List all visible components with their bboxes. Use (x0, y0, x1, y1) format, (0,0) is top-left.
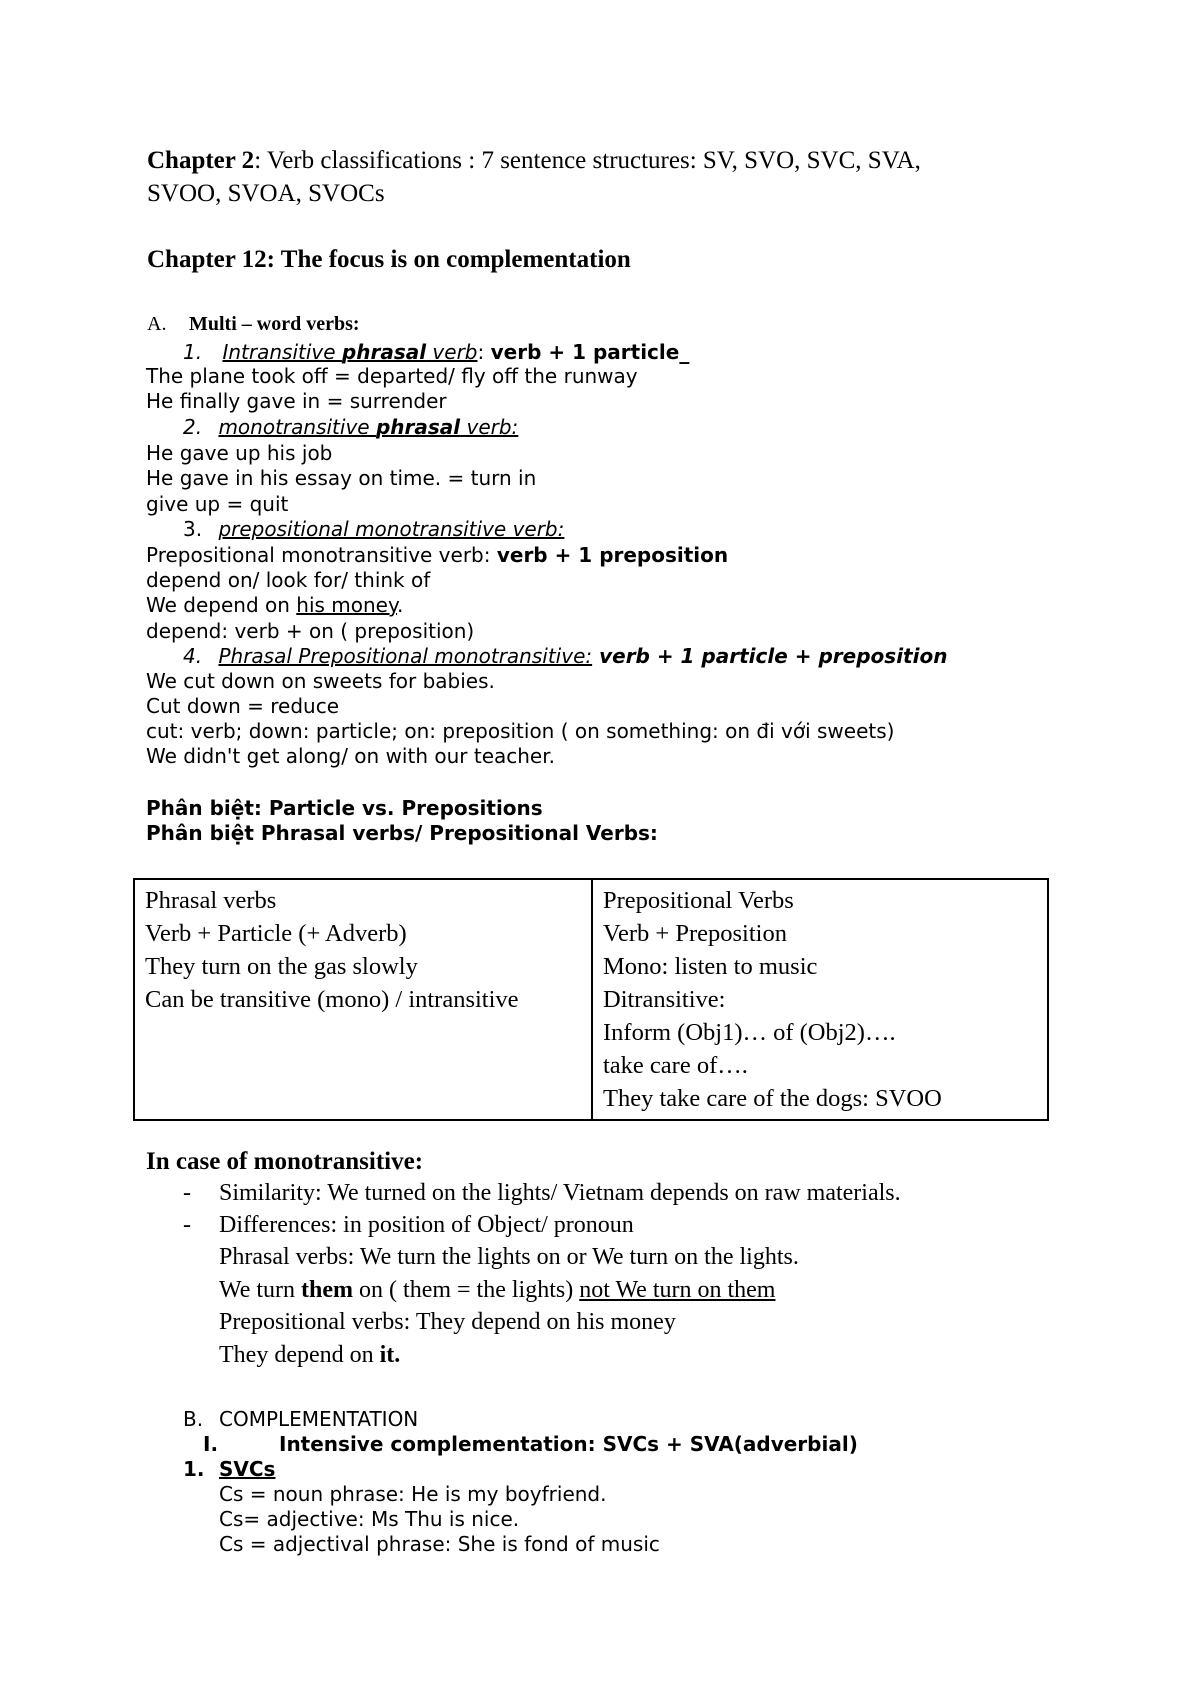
section-a-letter: A. (147, 313, 167, 335)
example-essay: He gave in his essay on time. = turn in (146, 466, 537, 490)
example-depend-on: depend on/ look for/ think of (146, 568, 431, 592)
item-1-label-post: verb (426, 340, 478, 364)
we-depend-underlined: his money (296, 593, 397, 617)
table-cell-prepositional-verbs (592, 879, 1048, 1120)
example-quit: give up = quit (146, 492, 289, 516)
item-3-number: 3. (183, 517, 203, 541)
item-1-number: 1. (183, 340, 203, 364)
table-cell-line: Can be transitive (mono) / intransitive (145, 986, 519, 1013)
item-1-tail: _ (679, 340, 690, 364)
table-cell-line: Prepositional Verbs (603, 887, 794, 914)
item-1-label-bold: phrasal (341, 340, 427, 364)
example-gave-in: He finally gave in = surrender (146, 389, 447, 413)
item-4-formula: verb + 1 particle + preposition (592, 644, 948, 668)
example-cut-parts: cut: verb; down: particle; on: preposition ( on something: on đi với sweets) (146, 719, 895, 743)
turn-them-line (219, 1277, 775, 1304)
table-cell-line: Mono: listen to music (603, 953, 818, 980)
chapter-2-label: Chapter 2 (147, 147, 255, 174)
turn-them-bold: them (301, 1277, 354, 1303)
cs-noun-phrase: Cs = noun phrase: He is my boyfriend. (219, 1482, 607, 1506)
depend-it-pre: They depend on (219, 1342, 380, 1368)
table-cell-line: Ditransitive: (603, 986, 726, 1013)
table-cell-line: Inform (Obj1)… of (Obj2)…. (603, 1019, 896, 1046)
section-b-i-numeral: I. (203, 1432, 219, 1456)
comparison-table (133, 878, 1049, 1121)
heading-particle-vs-prepositions: Phân biệt: Particle vs. Prepositions (146, 796, 543, 820)
item-1 (183, 340, 689, 364)
svcs-heading (183, 1457, 276, 1481)
item-1-label-pre: Intransitive (222, 340, 342, 364)
section-b-heading (183, 1407, 419, 1431)
table-cell-line: They take care of the dogs: SVOO (603, 1085, 942, 1112)
example-reduce: Cut down = reduce (146, 694, 340, 718)
example-gave-up-job: He gave up his job (146, 441, 333, 465)
turn-them-underlined: not We turn on them (579, 1277, 776, 1303)
item-4 (183, 644, 947, 668)
item-3-label: prepositional monotransitive verb: (218, 517, 565, 541)
cs-adjective: Cs= adjective: Ms Thu is nice. (219, 1507, 520, 1531)
bullet-dash: - (183, 1180, 191, 1206)
phrasal-example-line: Phrasal verbs: We turn the lights on or We turn on the lights. (219, 1244, 799, 1270)
example-we-depend (146, 593, 403, 617)
item-1-colon: : (477, 340, 491, 364)
table-cell-line: take care of…. (603, 1052, 748, 1079)
differences-line: Differences: in position of Object/ pronoun (219, 1212, 634, 1238)
turn-them-mid: on ( them = the lights) (353, 1277, 580, 1303)
svcs-label: SVCs (219, 1457, 276, 1481)
prepositional-example-line: Prepositional verbs: They depend on his money (219, 1309, 676, 1335)
item-1-formula: verb + 1 particle (490, 340, 680, 364)
heading-phrasal-vs-prepositional: Phân biệt Phrasal verbs/ Prepositional Verbs: (146, 821, 658, 845)
item-2-number: 2. (183, 415, 203, 439)
cs-adjectival-phrase: Cs = adjectival phrase: She is fond of music (219, 1532, 660, 1556)
item-2-label-post: verb: (460, 415, 519, 439)
item-2-label-pre: monotransitive (218, 415, 376, 439)
monotransitive-heading: In case of monotransitive: (146, 1148, 424, 1175)
section-b-i-title: Intensive complementation: SVCs + SVA(adverbial) (279, 1432, 858, 1456)
section-b-letter: B. (183, 1407, 204, 1431)
section-b-i-heading (203, 1432, 858, 1456)
example-took-off: The plane took off = departed/ fly off the runway (146, 364, 638, 388)
bullet-dash: - (183, 1212, 191, 1238)
svcs-number: 1. (183, 1457, 205, 1481)
item-2-label-bold: phrasal (375, 415, 461, 439)
table-cell-line: Verb + Particle (+ Adverb) (145, 920, 407, 947)
we-depend-pre: We depend on (146, 593, 297, 617)
example-cut-down: We cut down on sweets for babies. (146, 669, 495, 693)
section-b-title: COMPLEMENTATION (219, 1407, 419, 1431)
table-cell-line: Verb + Preposition (603, 920, 787, 947)
table-cell-phrasal-verbs (134, 879, 592, 1120)
depend-it-line (219, 1342, 400, 1369)
we-depend-post: . (396, 593, 404, 617)
prepositional-definition-text: Prepositional monotransitive verb: (146, 543, 497, 567)
section-a-title: Multi – word verbs: (189, 313, 360, 335)
chapter-2-text: : Verb classifications : 7 sentence structures: SV, SVO, SVC, SVA, (254, 147, 921, 174)
prepositional-definition (146, 543, 728, 567)
table-cell-line: Phrasal verbs (145, 887, 277, 914)
turn-them-pre: We turn (219, 1277, 302, 1303)
chapter-2-line-2: SVOO, SVOA, SVOCs (147, 180, 385, 207)
table-cell-line: They turn on the gas slowly (145, 953, 418, 980)
similarity-line: Similarity: We turned on the lights/ Vietnam depends on raw materials. (219, 1180, 901, 1206)
item-4-label: Phrasal Prepositional monotransitive: (218, 644, 593, 668)
example-depend-verb: depend: verb + on ( preposition) (146, 619, 475, 643)
example-get-along: We didn't get along/ on with our teacher. (146, 744, 555, 768)
chapter-2-line-1 (147, 147, 921, 175)
item-3 (183, 517, 564, 541)
table-row (134, 879, 1048, 1120)
item-4-number: 4. (183, 644, 203, 668)
depend-it-bold: it. (379, 1342, 401, 1368)
prepositional-definition-formula: verb + 1 preposition (496, 543, 729, 567)
chapter-12-heading: Chapter 12: The focus is on complementation (147, 246, 631, 273)
section-a-heading (147, 313, 360, 336)
item-2 (183, 415, 518, 439)
